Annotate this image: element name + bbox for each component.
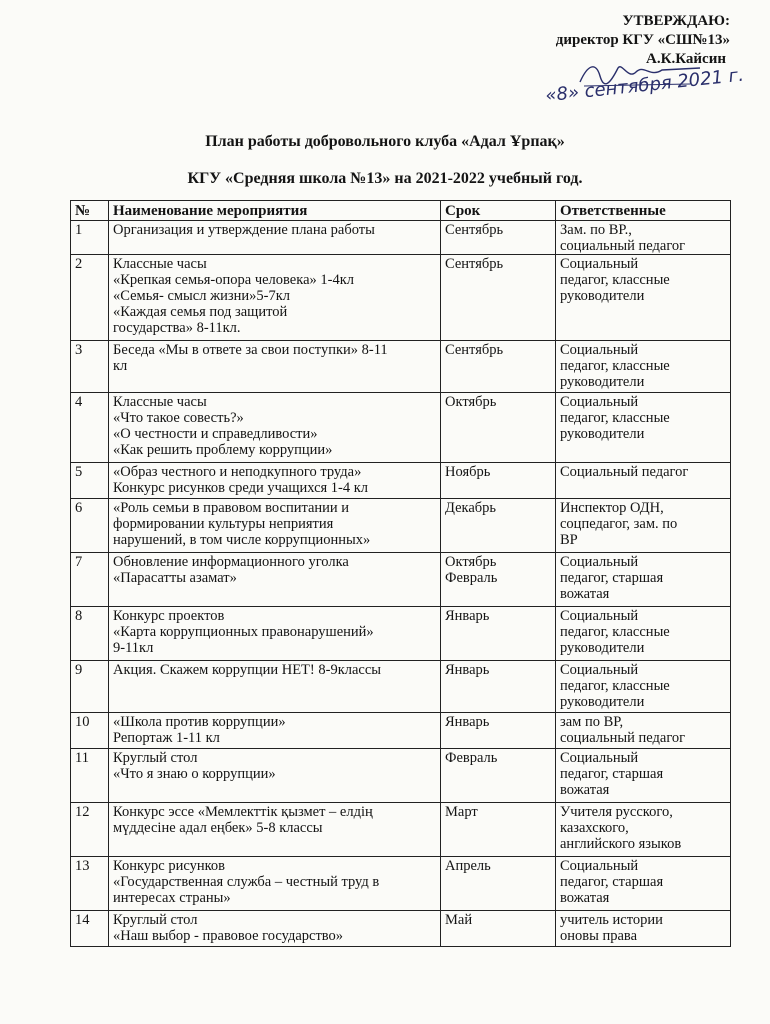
responsible-cell: зам по ВР, социальный педагог: [556, 713, 731, 749]
row-number: 3: [71, 341, 109, 393]
table-row: [71, 553, 731, 607]
approval-heading: УТВЕРЖДАЮ:: [622, 13, 730, 29]
table-row: [71, 393, 731, 463]
row-number: 5: [71, 463, 109, 499]
event-cell: Конкурс проектов «Карта коррупционных правонарушений» 9-11кл: [109, 607, 441, 661]
event-cell: Круглый стол «Что я знаю о коррупции»: [109, 749, 441, 803]
row-number: 13: [71, 857, 109, 911]
table-row: [71, 803, 731, 857]
event-cell: Круглый стол «Наш выбор - правовое государство»: [109, 911, 441, 947]
event-cell: Конкурс рисунков «Государственная служба – честный труд в интересах страны»: [109, 857, 441, 911]
responsible-cell: Социальный педагог, старшая вожатая: [556, 857, 731, 911]
responsible-cell: Зам. по ВР., социальный педагог: [556, 221, 731, 255]
table-row: [71, 661, 731, 713]
table-row: [71, 341, 731, 393]
row-number: 7: [71, 553, 109, 607]
row-number: 4: [71, 393, 109, 463]
table-row: [71, 499, 731, 553]
table-row: [71, 221, 731, 255]
table-header-row: [71, 201, 731, 221]
event-cell: «Школа против коррупции» Репортаж 1-11 кл: [109, 713, 441, 749]
term-cell: Январь: [441, 661, 556, 713]
header-num: №: [71, 201, 109, 221]
approval-date: «8» сентября 2021 г.: [544, 64, 745, 107]
responsible-cell: Социальный педагог, классные руководители: [556, 341, 731, 393]
term-cell: Март: [441, 803, 556, 857]
responsible-cell: Социальный педагог, классные руководители: [556, 393, 731, 463]
table-row: [71, 713, 731, 749]
document-subtitle: КГУ «Средняя школа №13» на 2021-2022 учебный год.: [187, 170, 583, 187]
table-row: [71, 911, 731, 947]
responsible-cell: учитель истории оновы права: [556, 911, 731, 947]
header-term: Срок: [441, 201, 556, 221]
row-number: 2: [71, 255, 109, 341]
term-cell: Октябрь: [441, 393, 556, 463]
event-cell: Конкурс эссе «Мемлекттік қызмет – елдің мүддесіне адал еңбек» 5-8 классы: [109, 803, 441, 857]
table-row: [71, 857, 731, 911]
event-cell: Классные часы «Крепкая семья-опора человека» 1-4кл «Семья- смысл жизни»5-7кл «Каждая семья под защитой государства» 8-11кл.: [109, 255, 441, 341]
header-responsible: Ответственные: [556, 201, 731, 221]
row-number: 12: [71, 803, 109, 857]
event-cell: Беседа «Мы в ответе за свои поступки» 8-11 кл: [109, 341, 441, 393]
row-number: 11: [71, 749, 109, 803]
event-cell: Организация и утверждение плана работы: [109, 221, 441, 255]
event-cell: Акция. Скажем коррупции НЕТ! 8-9классы: [109, 661, 441, 713]
approval-name: А.К.Кайсин: [646, 51, 726, 67]
event-cell: Обновление информационного уголка «Парасатты азамат»: [109, 553, 441, 607]
row-number: 1: [71, 221, 109, 255]
row-number: 9: [71, 661, 109, 713]
term-cell: Октябрь Февраль: [441, 553, 556, 607]
event-cell: «Роль семьи в правовом воспитании и формировании культуры неприятия нарушений, в том числе коррупционных»: [109, 499, 441, 553]
term-cell: Апрель: [441, 857, 556, 911]
row-number: 8: [71, 607, 109, 661]
table-row: [71, 607, 731, 661]
term-cell: Сентябрь: [441, 221, 556, 255]
responsible-cell: Социальный педагог, классные руководители: [556, 255, 731, 341]
header-event: Наименование мероприятия: [109, 201, 441, 221]
table-row: [71, 463, 731, 499]
document-title: План работы добровольного клуба «Адал Ұрпақ»: [205, 133, 565, 150]
approval-position: директор КГУ «СШ№13»: [555, 32, 730, 48]
responsible-cell: Учителя русского, казахского, английского языков: [556, 803, 731, 857]
signature-icon: [570, 54, 710, 94]
responsible-cell: Социальный педагог: [556, 463, 731, 499]
event-cell: Классные часы «Что такое совесть?» «О честности и справедливости» «Как решить проблему коррупции»: [109, 393, 441, 463]
row-number: 10: [71, 713, 109, 749]
event-cell: «Образ честного и неподкупного труда» Конкурс рисунков среди учащихся 1-4 кл: [109, 463, 441, 499]
term-cell: Май: [441, 911, 556, 947]
term-cell: Январь: [441, 607, 556, 661]
term-cell: Январь: [441, 713, 556, 749]
table-row: [71, 749, 731, 803]
row-number: 14: [71, 911, 109, 947]
plan-table: [70, 200, 731, 947]
responsible-cell: Социальный педагог, классные руководители: [556, 607, 731, 661]
row-number: 6: [71, 499, 109, 553]
term-cell: Ноябрь: [441, 463, 556, 499]
responsible-cell: Инспектор ОДН, соцпедагог, зам. по ВР: [556, 499, 731, 553]
responsible-cell: Социальный педагог, старшая вожатая: [556, 749, 731, 803]
term-cell: Февраль: [441, 749, 556, 803]
responsible-cell: Социальный педагог, старшая вожатая: [556, 553, 731, 607]
term-cell: Декабрь: [441, 499, 556, 553]
term-cell: Сентябрь: [441, 255, 556, 341]
term-cell: Сентябрь: [441, 341, 556, 393]
table-row: [71, 255, 731, 341]
responsible-cell: Социальный педагог, классные руководители: [556, 661, 731, 713]
